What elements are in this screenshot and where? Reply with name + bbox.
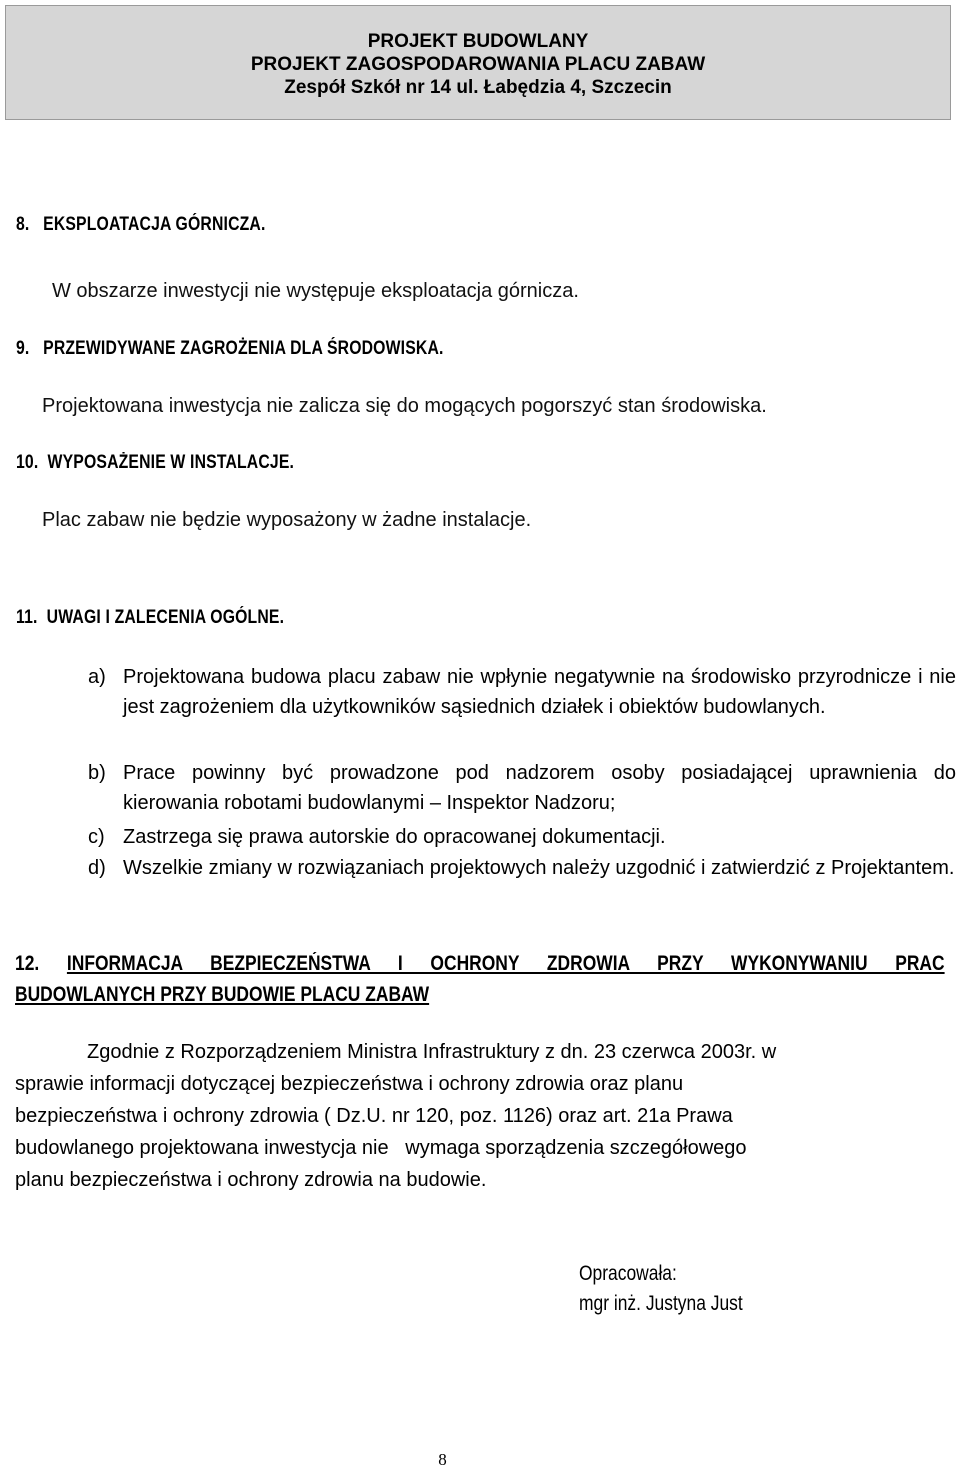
section-12-line-4: budowlanego projektowana inwestycja nie wymaga sporządzenia szczegółowego: [15, 1137, 747, 1159]
section-8-number: 8.: [16, 214, 30, 235]
list-item-b-letter: b): [88, 762, 106, 784]
section-8-title: EKSPLOATACJA GÓRNICZA.: [43, 214, 266, 235]
section-12-heading: [15, 948, 945, 1010]
section-9-title: PRZEWIDYWANE ZAGROŻENIA DLA ŚRODOWISKA.: [43, 338, 444, 359]
section-12-number: 12.: [15, 952, 40, 975]
section-12-line-5: planu bezpieczeństwa i ochrony zdrowia na budowie.: [15, 1169, 487, 1191]
section-12-paragraph: [15, 1036, 935, 1196]
list-item-b-text: Prace powinny być prowadzone pod nadzorem osoby posiadającej uprawnienia do kierowania robotami budowlanymi – Inspektor Nadzoru;: [123, 762, 956, 814]
signature-label: Opracowała:: [579, 1262, 677, 1285]
list-item-a-text: Projektowana budowa placu zabaw nie wpłynie negatywnie na środowisko przyrodnicze i nie jest zagrożeniem dla użytkowników sąsiednich działek i obiektów budowlanych.: [123, 666, 956, 718]
section-12-title-1: INFORMACJA BEZPIECZEŃSTWA I OCHRONY ZDROWIA PRZY WYKONYWANIU PRAC: [66, 952, 945, 975]
list-item-d-letter: d): [88, 857, 106, 879]
document-header: [5, 5, 951, 120]
section-10-title: WYPOSAŻENIE W INSTALACJE.: [47, 452, 295, 473]
list-item-c-letter: c): [88, 826, 105, 848]
section-10-number: 10.: [16, 452, 39, 473]
section-11-heading: [16, 607, 284, 629]
header-line-3: Zespół Szkół nr 14 ul. Łabędzia 4, Szczecin: [284, 77, 672, 98]
section-10-heading: [16, 452, 294, 474]
section-12-line-3: bezpieczeństwa i ochrony zdrowia ( Dz.U. nr 120, poz. 1126) oraz art. 21a Prawa: [15, 1105, 733, 1127]
section-12-line-1: Zgodnie z Rozporządzeniem Ministra Infrastruktury z dn. 23 czerwca 2003r. w: [87, 1041, 777, 1063]
section-9-text: Projektowana inwestycja nie zalicza się do mogących pogorszyć stan środowiska.: [42, 395, 767, 417]
list-item-d-text: Wszelkie zmiany w rozwiązaniach projektowych należy uzgodnić i zatwierdzić z Projektantem.: [123, 857, 955, 879]
section-11-title: UWAGI I ZALECENIA OGÓLNE.: [46, 607, 285, 628]
list-item-c-text: Zastrzega się prawa autorskie do opracowanej dokumentacji.: [123, 826, 666, 848]
header-line-1: PROJEKT BUDOWLANY: [367, 31, 589, 52]
section-9-heading: [16, 338, 444, 360]
page-number: 8: [438, 1450, 447, 1469]
section-12-title-line-2: BUDOWLANYCH PRZY BUDOWIE PLACU ZABAW: [15, 983, 430, 1006]
section-12-line-2: sprawie informacji dotyczącej bezpieczeństwa i ochrony zdrowia oraz planu: [15, 1073, 684, 1095]
header-line-2: PROJEKT ZAGOSPODAROWANIA PLACU ZABAW: [250, 54, 706, 75]
list-item-a-letter: a): [88, 666, 106, 688]
section-8-text: W obszarze inwestycji nie występuje eksploatacja górnicza.: [52, 280, 579, 302]
section-11-number: 11.: [16, 607, 38, 628]
section-8-heading: [16, 214, 266, 236]
signature-name: mgr inż. Justyna Just: [579, 1292, 743, 1315]
section-12-title-line-1: [15, 948, 945, 979]
section-9-number: 9.: [16, 338, 30, 359]
section-10-text: Plac zabaw nie będzie wyposażony w żadne instalacje.: [42, 509, 532, 531]
